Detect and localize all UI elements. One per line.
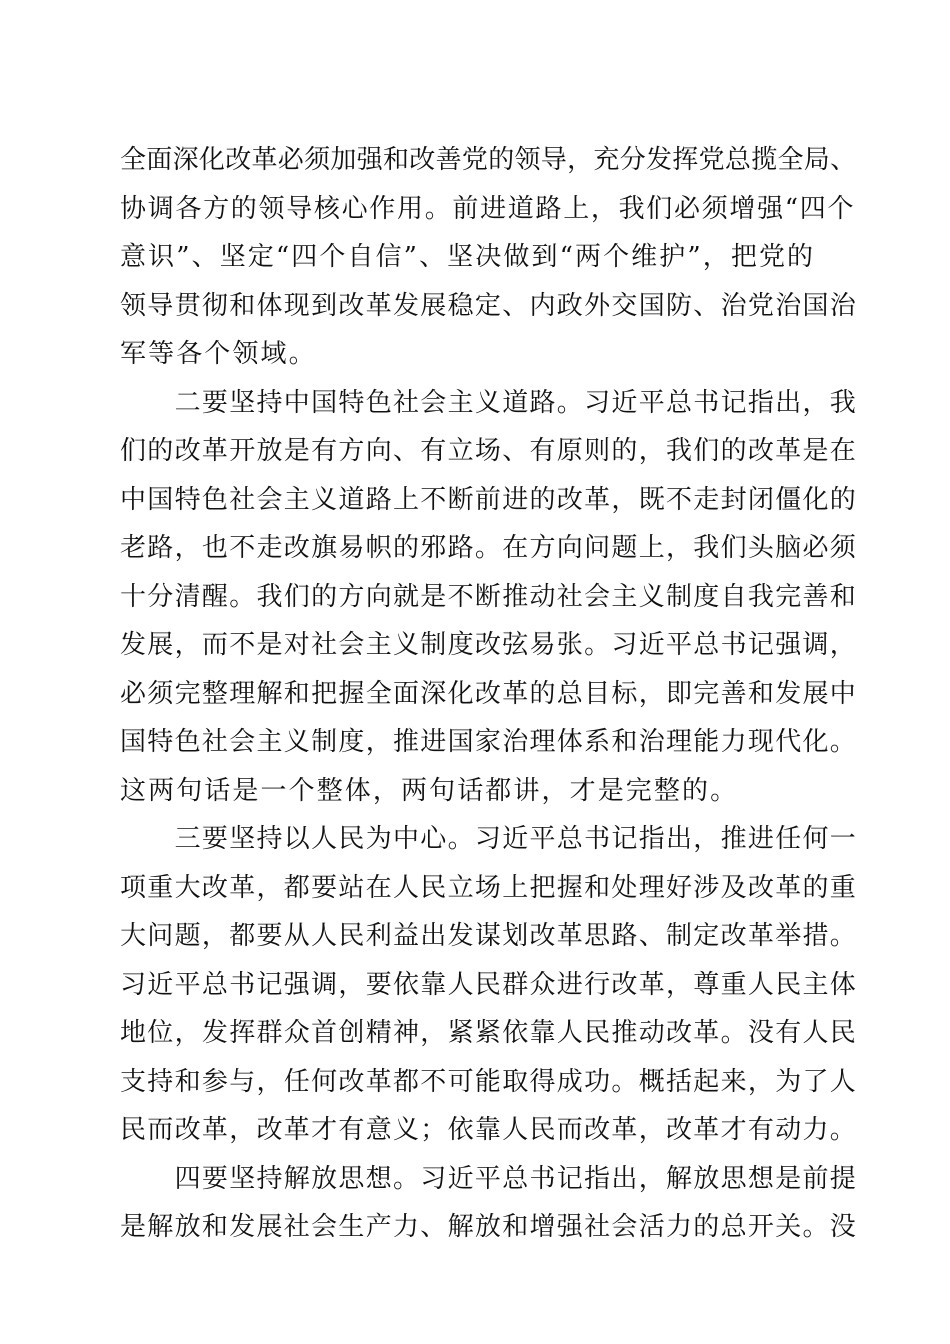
text-line: 中国特色社会主义道路上不断前进的改革，既不走封闭僵化的 xyxy=(120,484,858,515)
text-line: 十分清醒。我们的方向就是不断推动社会主义制度自我完善和 xyxy=(120,581,858,612)
text-line: 习近平总书记强调，要依靠人民群众进行改革，尊重人民主体 xyxy=(120,969,858,1000)
text-line: 发展，而不是对社会主义制度改弦易张。习近平总书记强调， xyxy=(120,630,858,660)
text-line: 领导贯彻和体现到改革发展稳定、内政外交国防、治党治国治 xyxy=(120,290,858,321)
text-line: 协调各方的领导核心作用。前进道路上，我们必须增强“四个 xyxy=(120,193,856,224)
text-line: 全面深化改革必须加强和改善党的领导，充分发挥党总揽全局、 xyxy=(120,145,857,175)
text-line: 是解放和发展社会生产力、解放和增强社会活力的总开关。没 xyxy=(120,1212,858,1242)
text-line: 这两句话是一个整体，两句话都讲，才是完整的。 xyxy=(120,775,739,806)
document-body xyxy=(120,136,860,1252)
text-line: 二要坚持中国特色社会主义道路。习近平总书记指出，我 xyxy=(120,387,858,418)
text-line: 民而改革，改革才有意义；依靠人民而改革，改革才有动力。 xyxy=(120,1115,858,1145)
text-line: 四要坚持解放思想。习近平总书记指出，解放思想是前提 xyxy=(120,1163,858,1194)
text-line: 大问题，都要从人民利益出发谋划改革思路、制定改革举措。 xyxy=(120,921,858,951)
text-line: 三要坚持以人民为中心。习近平总书记指出，推进任何一 xyxy=(120,824,858,854)
text-line: 必须完整理解和把握全面深化改革的总目标，即完善和发展中 xyxy=(120,678,858,709)
text-line: 地位，发挥群众首创精神，紧紧依靠人民推动改革。没有人民 xyxy=(120,1018,858,1048)
text-line: 老路，也不走改旗易帜的邪路。在方向问题上，我们头脑必须 xyxy=(120,533,858,563)
text-line: 国特色社会主义制度，推进国家治理体系和治理能力现代化。 xyxy=(120,727,858,757)
text-line: 项重大改革，都要站在人民立场上把握和处理好涉及改革的重 xyxy=(120,872,858,903)
text-line: 军等各个领域。 xyxy=(120,339,317,369)
text-line: 支持和参与，任何改革都不可能取得成功。概括起来，为了人 xyxy=(120,1066,858,1097)
text-line: 意识”、坚定“四个自信”、坚决做到“两个维护”，把党的 xyxy=(120,242,816,272)
text-line: 们的改革开放是有方向、有立场、有原则的，我们的改革是在 xyxy=(120,436,858,466)
